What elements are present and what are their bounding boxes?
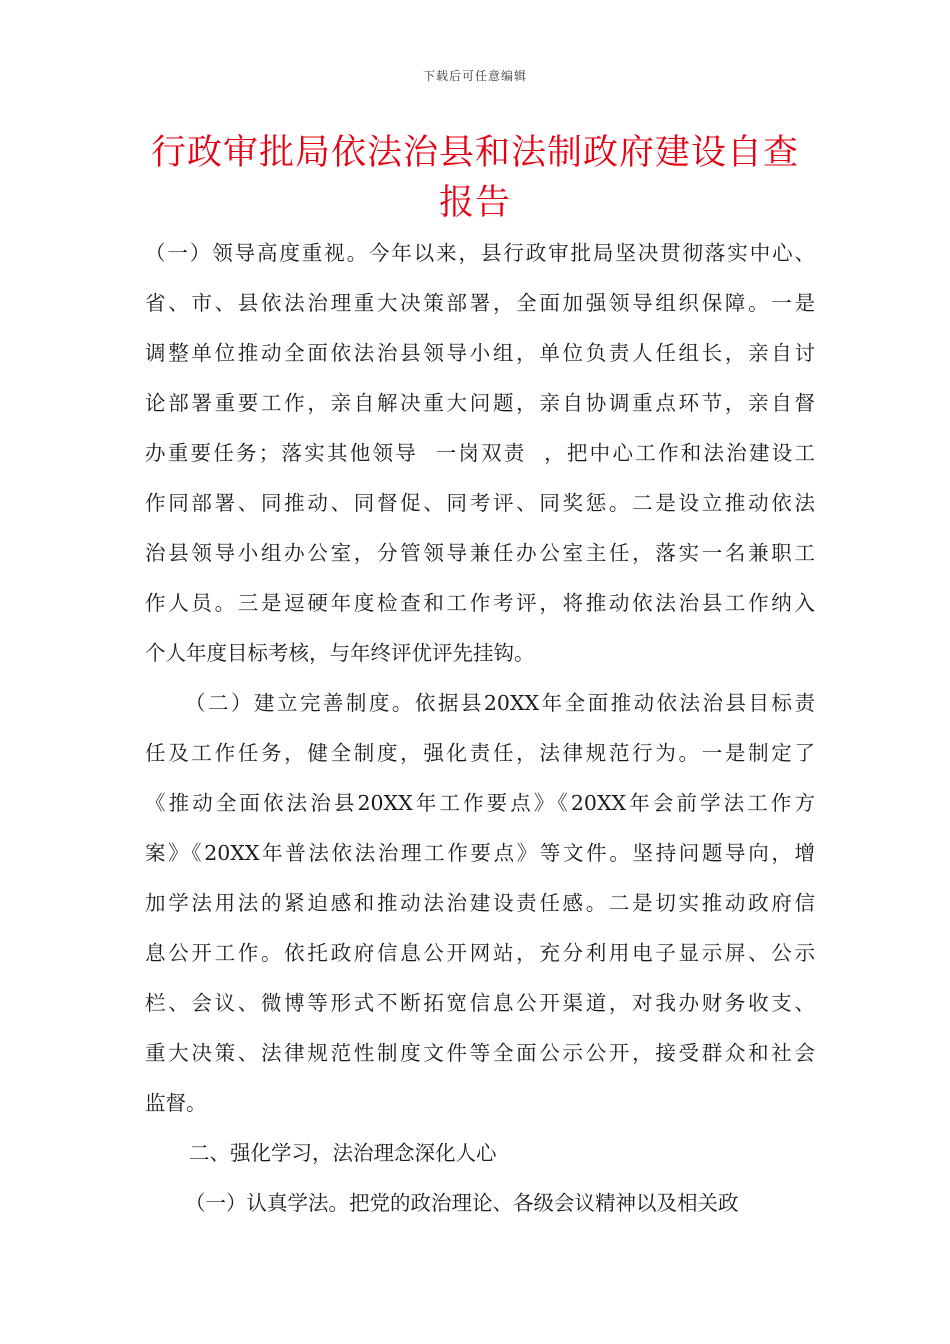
title-line-1: 行政审批局依法治县和法制政府建设自查 xyxy=(150,133,799,173)
document-body xyxy=(145,228,815,1228)
text-line: 治县领导小组办公室，分管领导兼任办公室主任，落实一名兼职工 xyxy=(145,541,815,565)
text-line: （二）建立完善制度。依据县20XX年全面推动依法治县目标责 xyxy=(185,691,815,715)
text-line: （一）领导高度重视。今年以来，县行政审批局坚决贯彻落实中心、 xyxy=(145,241,815,265)
text-line: 作同部署、同推动、同督促、同考评、同奖惩。二是设立推动依法 xyxy=(145,491,815,515)
paragraph-1 xyxy=(145,228,815,678)
text-line: 个人年度目标考核，与年终评优评先挂钩。 xyxy=(145,641,535,665)
text-line: 作人员。三是逗硬年度检查和工作考评，将推动依法治县工作纳入 xyxy=(145,591,815,615)
text-line: （一）认真学法。把党的政治理论、各级会议精神以及相关政 xyxy=(185,1191,739,1215)
section-heading: 二、强化学习，法治理念深化人心 xyxy=(189,1141,497,1165)
title-line-2: 报告 xyxy=(438,183,511,223)
text-line: 省、市、县依法治理重大决策部署，全面加强领导组织保障。一是 xyxy=(145,291,815,315)
text-line: 论部署重要工作，亲自解决重大问题，亲自协调重点环节，亲自督 xyxy=(145,391,815,415)
text-line: 监督。 xyxy=(145,1091,207,1115)
text-line: 息公开工作。依托政府信息公开网站，充分利用电子显示屏、公示 xyxy=(145,941,815,965)
text-line: 任及工作任务，健全制度，强化责任，法律规范行为。一是制定了 xyxy=(145,741,815,765)
document-title xyxy=(120,128,830,228)
text-line: 重大决策、法律规范性制度文件等全面公示公开，接受群众和社会 xyxy=(145,1041,815,1065)
paragraph-3 xyxy=(145,1178,815,1228)
header-note: 下载后可任意编辑 xyxy=(422,69,527,83)
paragraph-2 xyxy=(145,678,815,1128)
text-line: 调整单位推动全面依法治县领导小组，单位负责人任组长，亲自讨 xyxy=(145,341,815,365)
text-line: 加学法用法的紧迫感和推动法治建设责任感。二是切实推动政府信 xyxy=(145,891,815,915)
text-line: 案》《20XX年普法依法治理工作要点》等文件。坚持问题导向，增 xyxy=(145,841,815,865)
section-heading-2 xyxy=(145,1128,815,1178)
text-line: 《推动全面依法治县20XX年工作要点》《20XX年会前学法工作方 xyxy=(145,791,815,815)
text-line: 栏、会议、微博等形式不断拓宽信息公开渠道，对我办财务收支、 xyxy=(145,991,815,1015)
text-line: 办重要任务；落实其他领导 一岗双责 ，把中心工作和法治建设工 xyxy=(145,441,815,465)
